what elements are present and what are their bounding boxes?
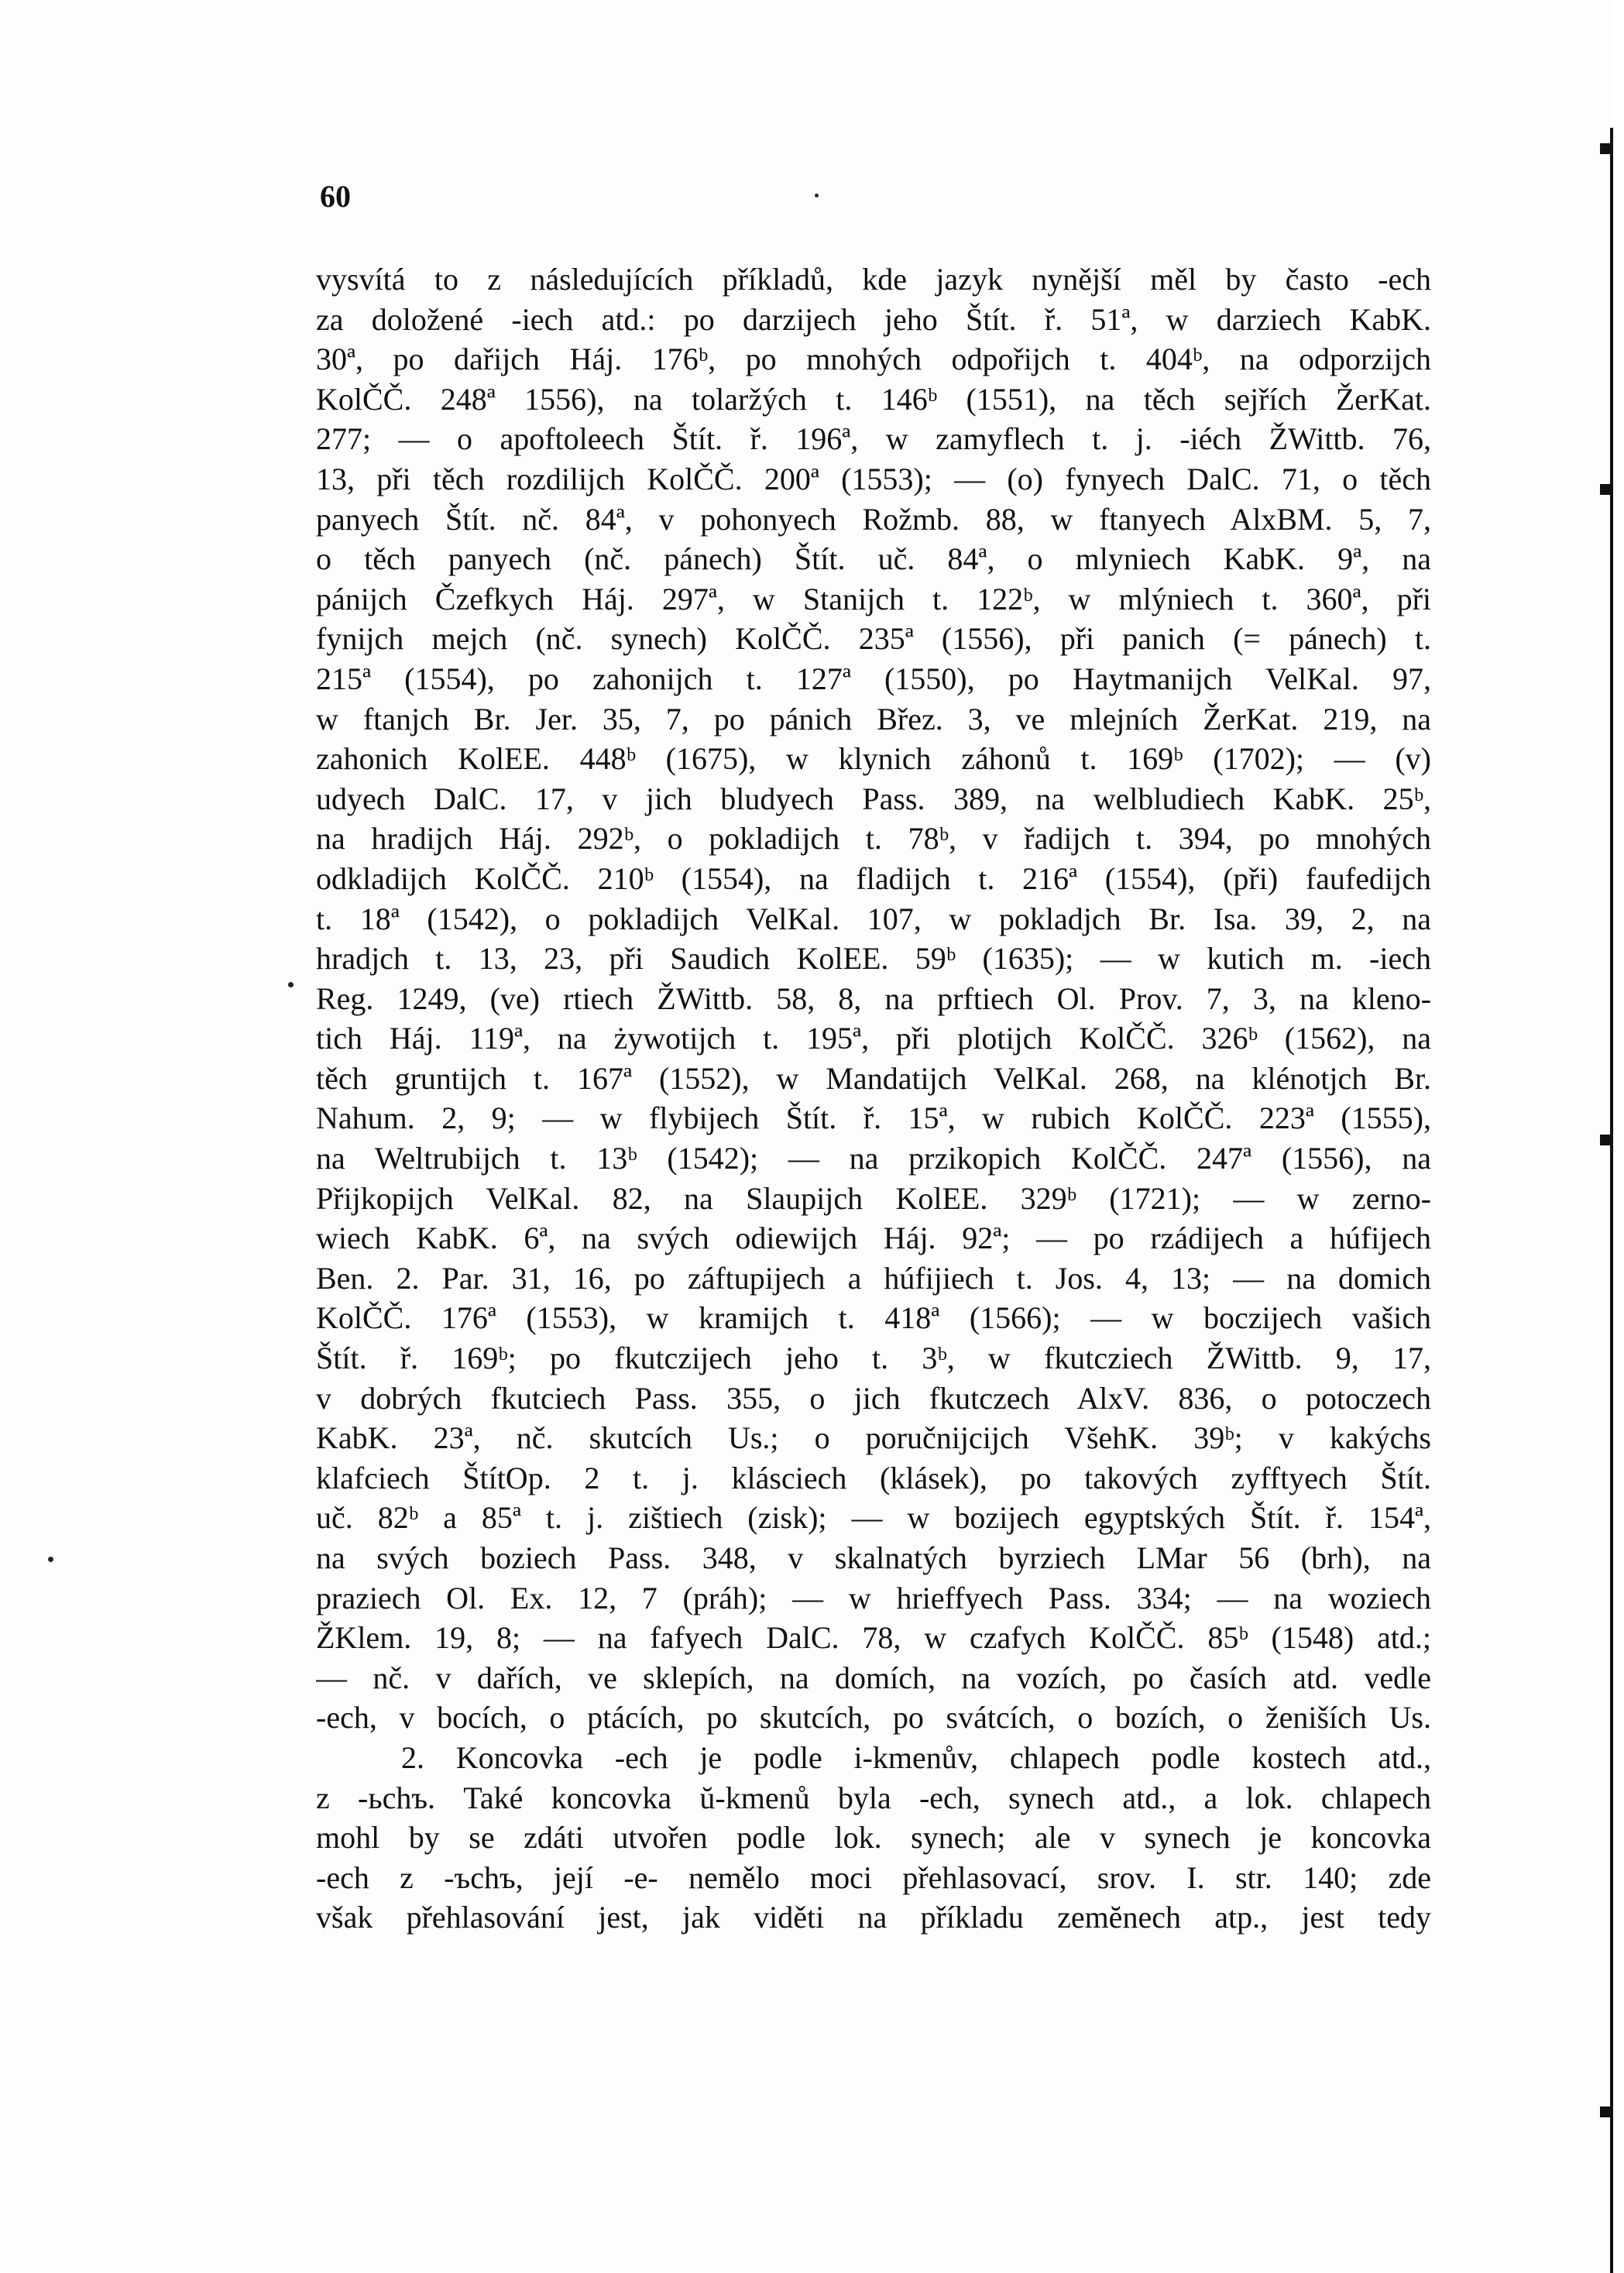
text-line: 30ª, po dařijch Háj. 176ᵇ, po mnohých odpořijch t. 404ᵇ, na odporzijch (316, 342, 1431, 377)
edge-mark-3 (1600, 1135, 1612, 1145)
text-line: 13, při těch rozdilijch KolČČ. 200ª (1553); — (o) fynyech DalC. 71, o těch (316, 461, 1431, 496)
text-line: 277; — o apoftoleech Štít. ř. 196ª, w zamyflech t. j. -iéch ŽWittb. 76, (316, 421, 1431, 457)
page-edge-shadow (1610, 128, 1613, 2273)
text-line: panyech Štít. nč. 84ª, v pohonyech Rožmb. 88, w ftanyech AlxBM. 5, 7, (316, 501, 1431, 537)
text-line: hradjch t. 13, 23, při Saudich KolEE. 59ᵇ (1635); — w kutich m. -iech (316, 941, 1431, 977)
text-line: na hradijch Háj. 292ᵇ, o pokladijch t. 78ᵇ, v řadijch t. 394, po mnohých (316, 821, 1431, 857)
scan-speck (48, 1557, 53, 1562)
text-line: z -ьchъ. Také koncovka ŭ-kmenů byla -ech, synech atd., a lok. chlapech (316, 1780, 1431, 1815)
text-line: za doložené -iech atd.: po darzijech jeho Štít. ř. 51ª, w darziech KabK. (316, 301, 1431, 337)
edge-mark-2 (1600, 484, 1612, 495)
text-line: v dobrých fkutciech Pass. 355, o jich fkutczech AlxV. 836, o potoczech (316, 1380, 1431, 1416)
scan-speck (288, 982, 294, 987)
text-line: však přehlasování jest, jak viděti na příkladu zemĕnech atp., jest tedy (316, 1900, 1431, 1935)
text-line: KolČČ. 176ª (1553), w kramijch t. 418ª (1566); — w boczijech vašich (316, 1300, 1431, 1336)
text-line-paragraph-start: 2. Koncovka -ech je podle i-kmenův, chlapech podle kostech atd., (401, 1739, 1431, 1775)
text-line: uč. 82ᵇ a 85ª t. j. zištiech (zisk); — w bozijech egyptských Štít. ř. 154ª, (316, 1500, 1431, 1536)
text-line: těch gruntijch t. 167ª (1552), w Mandatijch VelKal. 268, na klénotjch Br. (316, 1060, 1431, 1096)
text-line: praziech Ol. Ex. 12, 7 (práh); — w hrieffyech Pass. 334; — na woziech (316, 1580, 1431, 1615)
text-line: fynijch mejch (nč. synech) KolČČ. 235ª (1556), při panich (= pánech) t. (316, 621, 1431, 657)
edge-mark-4 (1600, 2106, 1612, 2117)
text-line: wiech KabK. 6ª, na svých odiewijch Háj. 92ª; — po rzádijech a húfijech (316, 1221, 1431, 1256)
body-text (316, 259, 1431, 1938)
page-margin-strip (1613, 0, 1624, 2272)
text-line: Štít. ř. 169ᵇ; po fkutczijech jeho t. 3ᵇ, w fkutcziech ŽWittb. 9, 17, (316, 1341, 1431, 1376)
text-line: klafciech ŠtítOp. 2 t. j. klásciech (klásek), po takových zyfftyech Štít. (316, 1460, 1431, 1495)
text-line: tich Háj. 119ª, na żywotijch t. 195ª, při plotijch KolČČ. 326ᵇ (1562), na (316, 1021, 1431, 1056)
text-line: Nahum. 2, 9; — w flybijech Štít. ř. 15ª, w rubich KolČČ. 223ª (1555), (316, 1100, 1431, 1136)
text-line: -ech z -ъchъ, její -e- nemělo moci přehlasovací, srov. I. str. 140; zde (316, 1859, 1431, 1895)
text-line: mohl by se zdáti utvořen podle lok. synech; ale v synech je koncovka (316, 1820, 1431, 1856)
text-line: o těch panyech (nč. pánech) Štít. uč. 84ª, o mlyniech KabK. 9ª, na (316, 541, 1431, 577)
text-line: Přijkopijch VelKal. 82, na Slaupijch KolEE. 329ᵇ (1721); — w zerno- (316, 1180, 1431, 1216)
text-line: w ftanjch Br. Jer. 35, 7, po pánich Břez. 3, ve mlejních ŽerKat. 219, na (316, 701, 1431, 736)
text-line: t. 18ª (1542), o pokladijch VelKal. 107, w pokladjch Br. Isa. 39, 2, na (316, 901, 1431, 936)
text-line: -ech, v bocích, o ptácích, po skutcích, po svátcích, o bozích, o ženiších Us. (316, 1700, 1431, 1736)
text-line: zahonich KolEE. 448ᵇ (1675), w klynich záhonů t. 169ᵇ (1702); — (v) (316, 741, 1431, 777)
text-line: KabK. 23ª, nč. skutcích Us.; o poručnijcijch VšehK. 39ᵇ; v kakýchs (316, 1420, 1431, 1456)
scan-speck (815, 194, 819, 197)
text-line: na svých boziech Pass. 348, v skalnatých byrziech LMar 56 (brh), na (316, 1540, 1431, 1575)
text-line: — nč. v dařích, ve sklepích, na domích, na vozích, po časích atd. vedle (316, 1660, 1431, 1695)
text-line: 215ª (1554), po zahonijch t. 127ª (1550), po Haytmanijch VelKal. 97, (316, 661, 1431, 696)
text-line: na Weltrubijch t. 13ᵇ (1542); — na przikopich KolČČ. 247ª (1556), na (316, 1141, 1431, 1176)
text-line: ŽKlem. 19, 8; — na fafyech DalC. 78, w czafych KolČČ. 85ᵇ (1548) atd.; (316, 1620, 1431, 1656)
edge-mark-1 (1600, 143, 1612, 154)
text-line: udyech DalC. 17, v jich bludyech Pass. 389, na welbludiech KabK. 25ᵇ, (316, 781, 1431, 816)
text-line: Reg. 1249, (ve) rtiech ŽWittb. 58, 8, na prftiech Ol. Prov. 7, 3, na kleno- (316, 980, 1431, 1016)
text-line: KolČČ. 248ª 1556), na tolaržých t. 146ᵇ (1551), na těch sejřích ŽerKat. (316, 381, 1431, 417)
page-number: 60 (320, 179, 351, 214)
text-line: vysvítá to z následujících příkladů, kde jazyk nynější měl by často -ech (316, 262, 1431, 297)
text-line: Ben. 2. Par. 31, 16, po záftupijech a húfijiech t. Jos. 4, 13; — na domich (316, 1260, 1431, 1296)
text-line: odkladijch KolČČ. 210ᵇ (1554), na fladijch t. 216ª (1554), (při) faufedijch (316, 860, 1431, 896)
text-line: pánijch Čzefkych Háj. 297ª, w Stanijch t. 122ᵇ, w mlýniech t. 360ª, při (316, 581, 1431, 616)
